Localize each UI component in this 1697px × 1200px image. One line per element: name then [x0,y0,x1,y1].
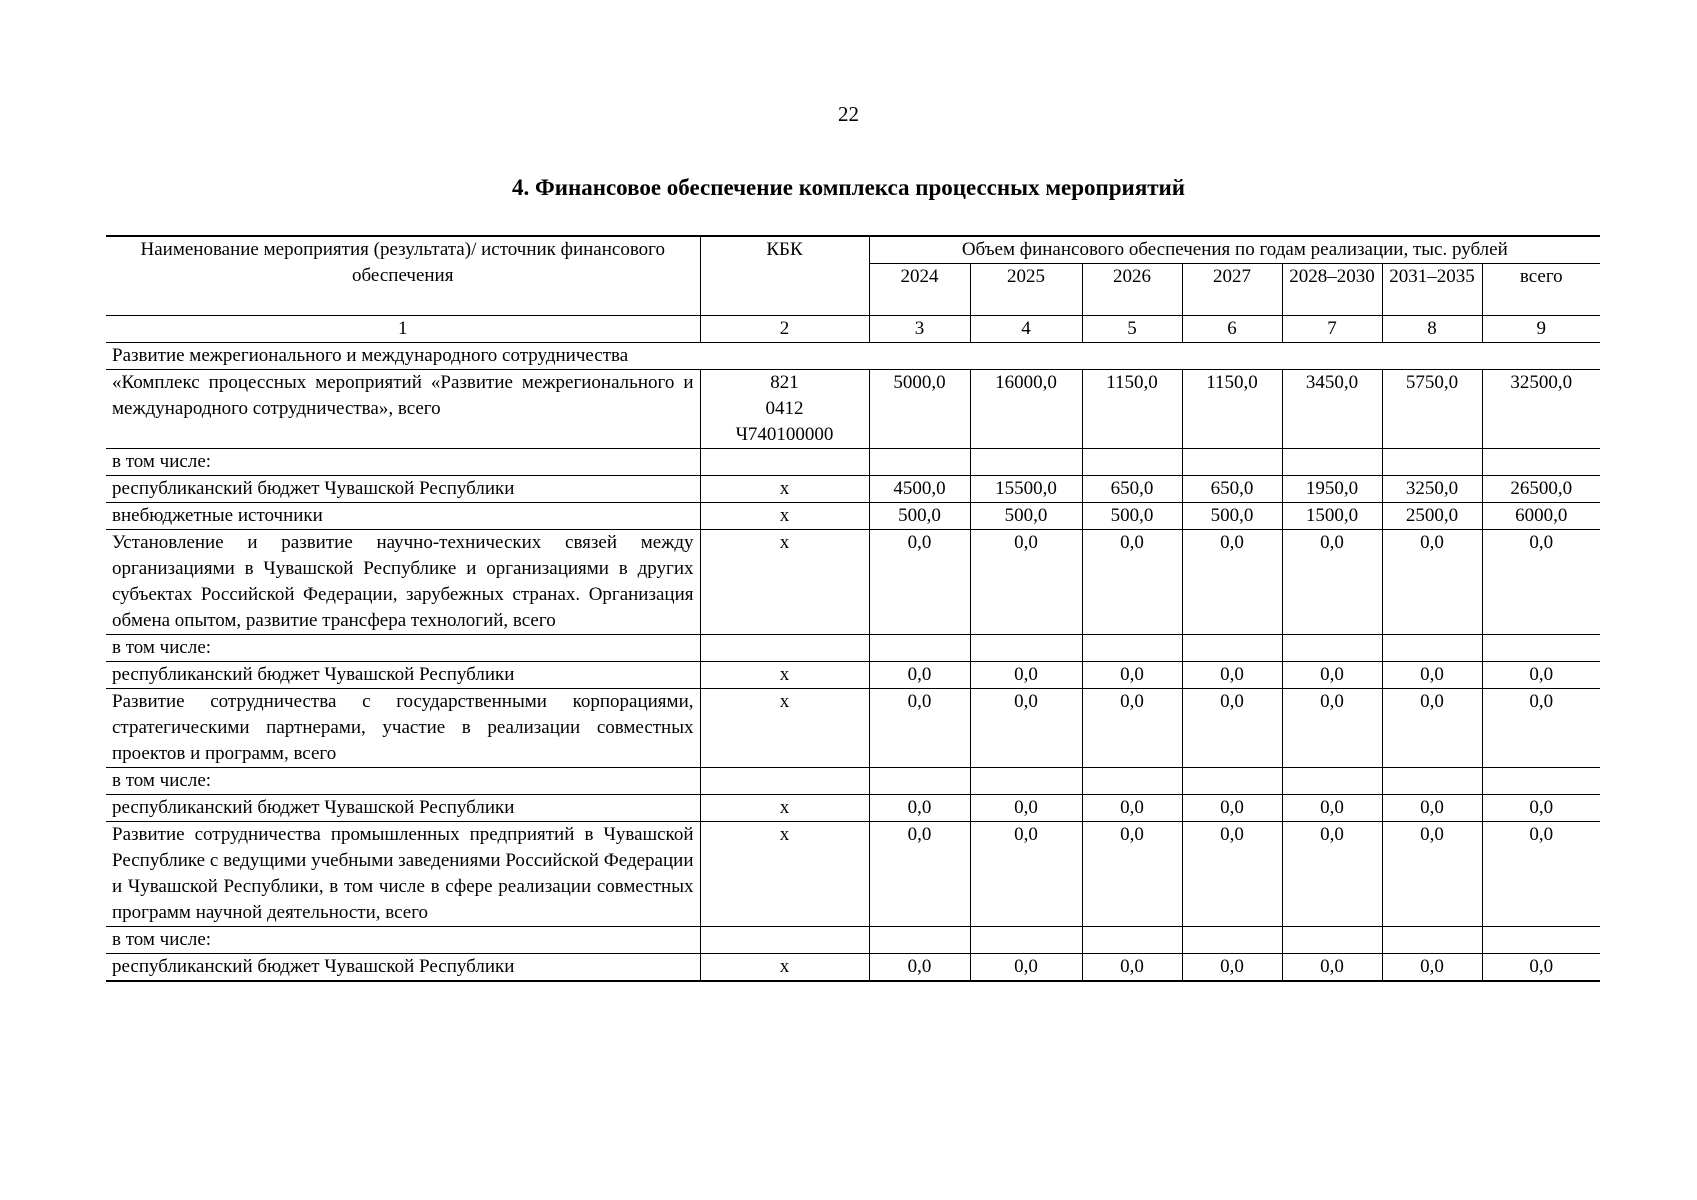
row-value: 0,0 [1382,689,1482,768]
column-number: 4 [970,316,1082,343]
row-kbk [700,449,869,476]
row-value: 500,0 [1082,503,1182,530]
kbk-line: x [779,478,790,499]
row-value: 2500,0 [1382,503,1482,530]
row-value [1082,635,1182,662]
header-year: 2024 [869,264,970,316]
row-value: 0,0 [1082,662,1182,689]
row-value [1382,635,1482,662]
row-value: 0,0 [1482,689,1600,768]
table-row [106,449,1600,476]
row-value: 0,0 [869,954,970,982]
row-value: 0,0 [1382,530,1482,635]
row-value: 3250,0 [1382,476,1482,503]
kbk-line: x [779,797,790,818]
kbk-line: x [779,824,790,845]
kbk-line: x [779,505,790,526]
table-row [106,768,1600,795]
row-name: Развитие сотрудничества с государственными корпорациями, стратегическими партнерами, участие в реализации совместных проектов и программ, всего [106,689,700,768]
row-kbk [700,662,869,689]
row-kbk [700,476,869,503]
row-kbk [700,370,869,449]
row-value: 0,0 [869,530,970,635]
row-name: республиканский бюджет Чувашской Республики [106,954,700,982]
table-row [106,689,1600,768]
header-kbk-col: КБК [700,236,869,316]
header-year: 2031–2035 [1382,264,1482,316]
column-number: 8 [1382,316,1482,343]
row-kbk [700,927,869,954]
row-value: 16000,0 [970,370,1082,449]
column-numbers-row [106,316,1600,343]
kbk-line: Ч740100000 [735,424,834,445]
row-value [1482,927,1600,954]
row-value: 4500,0 [869,476,970,503]
row-name: в том числе: [106,927,700,954]
row-value [1082,768,1182,795]
row-value [1382,768,1482,795]
row-value: 650,0 [1182,476,1282,503]
header-row-1 [106,236,1600,264]
row-value [1482,449,1600,476]
column-number: 1 [106,316,700,343]
row-value: 1150,0 [1082,370,1182,449]
row-kbk [700,635,869,662]
row-value: 0,0 [1382,954,1482,982]
row-value [970,635,1082,662]
row-kbk [700,795,869,822]
row-value: 26500,0 [1482,476,1600,503]
row-value: 0,0 [869,689,970,768]
column-number: 5 [1082,316,1182,343]
table-row [106,954,1600,982]
table-row [106,370,1600,449]
row-name: Установление и развитие научно-технических связей между организациями в Чувашской Республике и организациями в других субъектах Российской Федерации, зарубежных странах. Организация обмена опытом, развитие трансфера технологий, всего [106,530,700,635]
row-value: 0,0 [1482,795,1600,822]
header-year: 2025 [970,264,1082,316]
financing-table [106,235,1600,982]
row-value: 5750,0 [1382,370,1482,449]
row-kbk [700,503,869,530]
kbk-line: x [779,532,790,553]
row-value: 6000,0 [1482,503,1600,530]
row-value: 32500,0 [1482,370,1600,449]
column-number: 9 [1482,316,1600,343]
row-value: 0,0 [1082,822,1182,927]
row-value: 3450,0 [1282,370,1382,449]
table-row [106,530,1600,635]
row-value [1182,768,1282,795]
row-value: 0,0 [1382,822,1482,927]
row-name: Развитие сотрудничества промышленных предприятий в Чувашской Республике с ведущими учебными заведениями Российской Федерации и Чувашской Республики, в том числе в сфере реализации совместных программ научной деятельности, всего [106,822,700,927]
row-value: 0,0 [1482,662,1600,689]
row-value: 0,0 [970,822,1082,927]
row-value [1482,768,1600,795]
row-kbk [700,689,869,768]
row-value [869,927,970,954]
row-value: 0,0 [1282,954,1382,982]
row-value [1182,635,1282,662]
row-value: 0,0 [869,795,970,822]
row-value: 0,0 [1182,689,1282,768]
row-value: 0,0 [1482,954,1600,982]
row-value [970,449,1082,476]
table-row [106,635,1600,662]
row-value [1182,927,1282,954]
row-value [970,768,1082,795]
row-value [1182,449,1282,476]
row-value: 0,0 [970,795,1082,822]
row-kbk [700,954,869,982]
row-value [869,768,970,795]
row-name: «Комплекс процессных мероприятий «Развитие межрегионального и международного сотрудничества», всего [106,370,700,449]
row-value: 0,0 [1382,662,1482,689]
row-kbk [700,768,869,795]
row-value [970,927,1082,954]
row-name: республиканский бюджет Чувашской Республики [106,662,700,689]
row-value: 0,0 [1082,689,1182,768]
row-value: 1950,0 [1282,476,1382,503]
row-value [869,449,970,476]
row-value [1482,635,1600,662]
header-name-col: Наименование мероприятия (результата)/ источник финансового обеспечения [106,236,700,316]
row-value: 0,0 [1282,662,1382,689]
kbk-line: x [779,691,790,712]
table-row [106,662,1600,689]
row-value [1382,927,1482,954]
table-row [106,927,1600,954]
row-value: 0,0 [1182,795,1282,822]
section-title-row [106,343,1600,370]
column-number: 2 [700,316,869,343]
table-row [106,476,1600,503]
row-name: в том числе: [106,449,700,476]
row-value: 5000,0 [869,370,970,449]
row-value [1282,449,1382,476]
row-value [1382,449,1482,476]
column-number: 3 [869,316,970,343]
header-year: всего [1482,264,1600,316]
row-value: 0,0 [1282,689,1382,768]
row-value: 0,0 [1282,530,1382,635]
section-title: Развитие межрегионального и международного сотрудничества [106,343,1600,370]
page-title: 4. Финансовое обеспечение комплекса процессных мероприятий [511,175,1186,200]
table-row [106,795,1600,822]
row-value: 0,0 [970,662,1082,689]
row-value [1082,449,1182,476]
kbk-line: 0412 [765,398,804,419]
row-value: 0,0 [1482,822,1600,927]
row-value: 0,0 [1182,662,1282,689]
row-value: 0,0 [1082,795,1182,822]
row-value: 0,0 [1482,530,1600,635]
row-kbk [700,822,869,927]
kbk-line: x [779,664,790,685]
row-kbk [700,530,869,635]
row-value: 1150,0 [1182,370,1282,449]
row-value [1282,927,1382,954]
row-value [869,635,970,662]
row-value: 1500,0 [1282,503,1382,530]
row-value: 0,0 [970,689,1082,768]
column-number: 7 [1282,316,1382,343]
table-row [106,503,1600,530]
row-value: 0,0 [1382,795,1482,822]
header-year: 2026 [1082,264,1182,316]
row-value: 0,0 [869,822,970,927]
row-value: 500,0 [970,503,1082,530]
header-year: 2027 [1182,264,1282,316]
row-value: 500,0 [869,503,970,530]
row-value: 0,0 [970,954,1082,982]
row-value: 0,0 [1182,530,1282,635]
header-volume-col: Объем финансового обеспечения по годам реализации, тыс. рублей [869,236,1600,264]
column-number: 6 [1182,316,1282,343]
row-value: 0,0 [1182,954,1282,982]
row-value: 650,0 [1082,476,1182,503]
row-value: 0,0 [1182,822,1282,927]
row-value: 0,0 [1282,822,1382,927]
page-number: 22 [838,102,859,126]
row-name: республиканский бюджет Чувашской Республики [106,476,700,503]
row-value: 0,0 [1282,795,1382,822]
kbk-line: 821 [770,372,799,393]
kbk-line: x [779,956,790,977]
row-name: внебюджетные источники [106,503,700,530]
row-value [1282,768,1382,795]
row-value [1282,635,1382,662]
row-value: 0,0 [1082,954,1182,982]
row-value: 500,0 [1182,503,1282,530]
row-name: в том числе: [106,768,700,795]
row-value: 0,0 [970,530,1082,635]
row-value: 0,0 [1082,530,1182,635]
row-value [1082,927,1182,954]
row-value: 15500,0 [970,476,1082,503]
header-year: 2028–2030 [1282,264,1382,316]
row-value: 0,0 [869,662,970,689]
row-name: республиканский бюджет Чувашской Республики [106,795,700,822]
row-name: в том числе: [106,635,700,662]
table-row [106,822,1600,927]
